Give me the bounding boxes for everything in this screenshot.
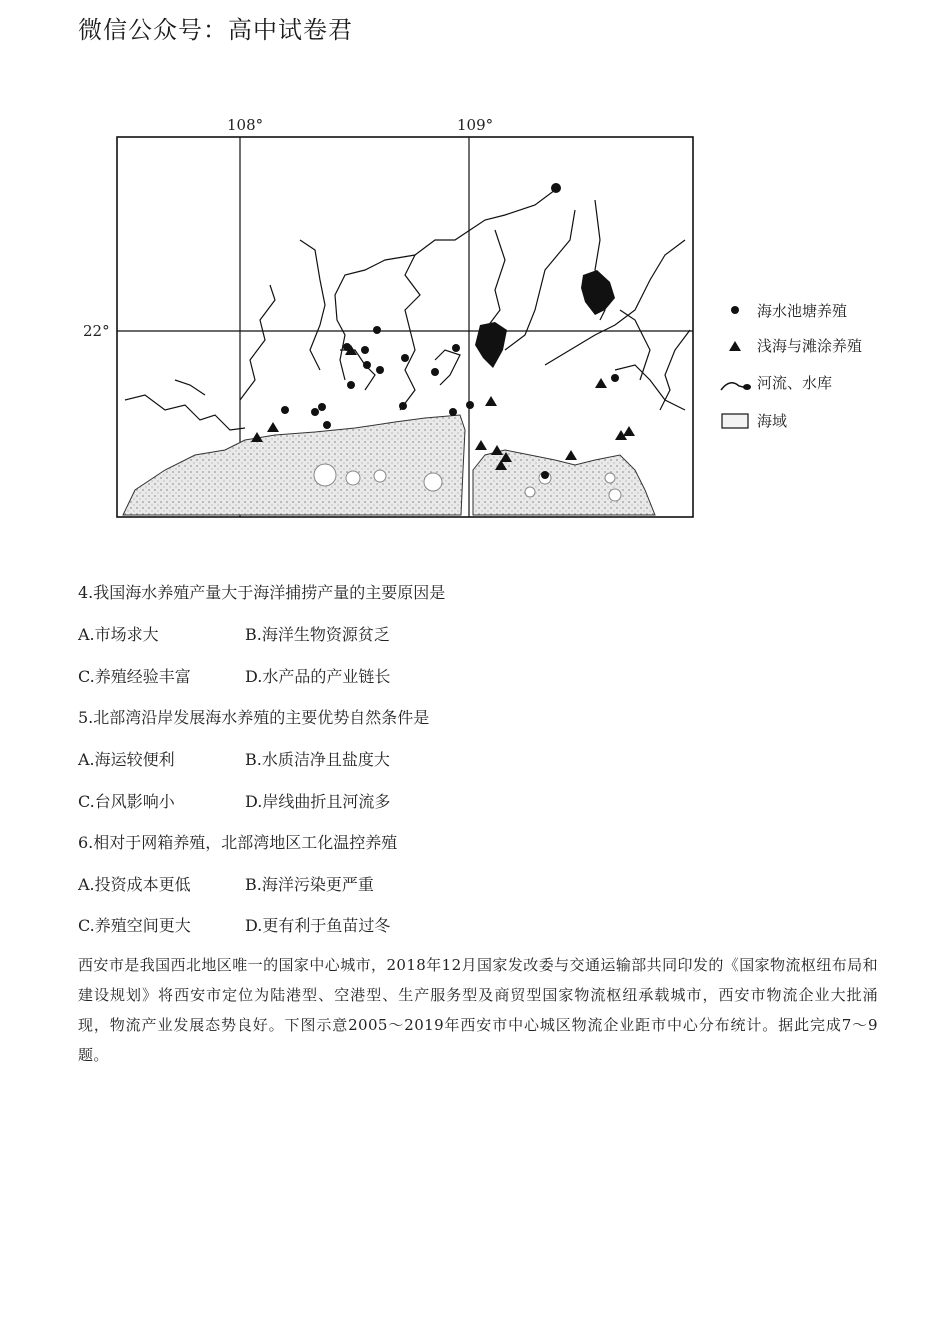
reservoir-north <box>551 183 561 193</box>
question-5-stem: 5.北部湾沿岸发展海水养殖的主要优势自然条件是 <box>78 708 430 727</box>
question-6-option-a: A.投资成本更低 <box>78 875 191 894</box>
aquaculture-map <box>75 110 875 530</box>
lon-label-109: 109° <box>457 116 494 134</box>
question-6-option-d: D.更有利于鱼苗过冬 <box>245 916 391 935</box>
triangle-icon <box>729 341 741 351</box>
question-4-option-b: B.海洋生物资源贫乏 <box>245 625 390 644</box>
dot-icon <box>731 306 739 314</box>
passage-xian-logistics: 西安市是我国西北地区唯一的国家中心城市，2018年12月国家发改委与交通运输部共同印发的《国家物流枢纽布局和建设规划》将西安市定位为陆港型、空港型、生产服务型及商贸型国家物流枢纽承载城市，西安市物流企业大批涌现，物流产业发展态势良好。下图示意2005～2019年西安市中心城区物流企业距市中心分布统计。据此完成7～9题。 <box>78 956 878 1064</box>
question-6-option-c: C.养殖空间更大 <box>78 916 191 935</box>
reservoir-east <box>581 270 615 315</box>
legend-label-mudflat: 浅海与滩涂养殖 <box>757 337 863 355</box>
lat-label-22: 22° <box>83 322 110 340</box>
question-4-stem: 4.我国海水养殖产量大于海洋捕捞产量的主要原因是 <box>78 583 446 602</box>
question-5-option-b: B.水质洁净且盐度大 <box>245 750 390 769</box>
page-header: 微信公众号：高中试卷君 <box>78 16 353 44</box>
legend-label-pond: 海水池塘养殖 <box>757 302 848 320</box>
sea-area-west <box>123 415 465 515</box>
map-legend <box>721 302 862 430</box>
question-5-option-c: C.台风影响小 <box>78 792 175 811</box>
rivers <box>125 190 690 430</box>
map-svg <box>75 110 875 530</box>
question-6-option-b: B.海洋污染更严重 <box>245 875 374 894</box>
question-5-option-d: D.岸线曲折且河流多 <box>245 792 391 811</box>
question-4-option-d: D.水产品的产业链长 <box>245 667 391 686</box>
legend-label-river: 河流、水库 <box>757 374 833 392</box>
legend-label-sea: 海域 <box>757 412 788 430</box>
reservoir-center <box>475 322 507 368</box>
sea-area-icon <box>722 414 748 428</box>
sea-area-east <box>473 450 655 515</box>
question-6-stem: 6.相对于网箱养殖，北部湾地区工化温控养殖 <box>78 833 398 852</box>
question-5-option-a: A.海运较便利 <box>78 750 175 769</box>
question-4-option-c: C.养殖经验丰富 <box>78 667 191 686</box>
lon-label-108: 108° <box>227 116 264 134</box>
question-4-option-a: A.市场求大 <box>78 625 159 644</box>
